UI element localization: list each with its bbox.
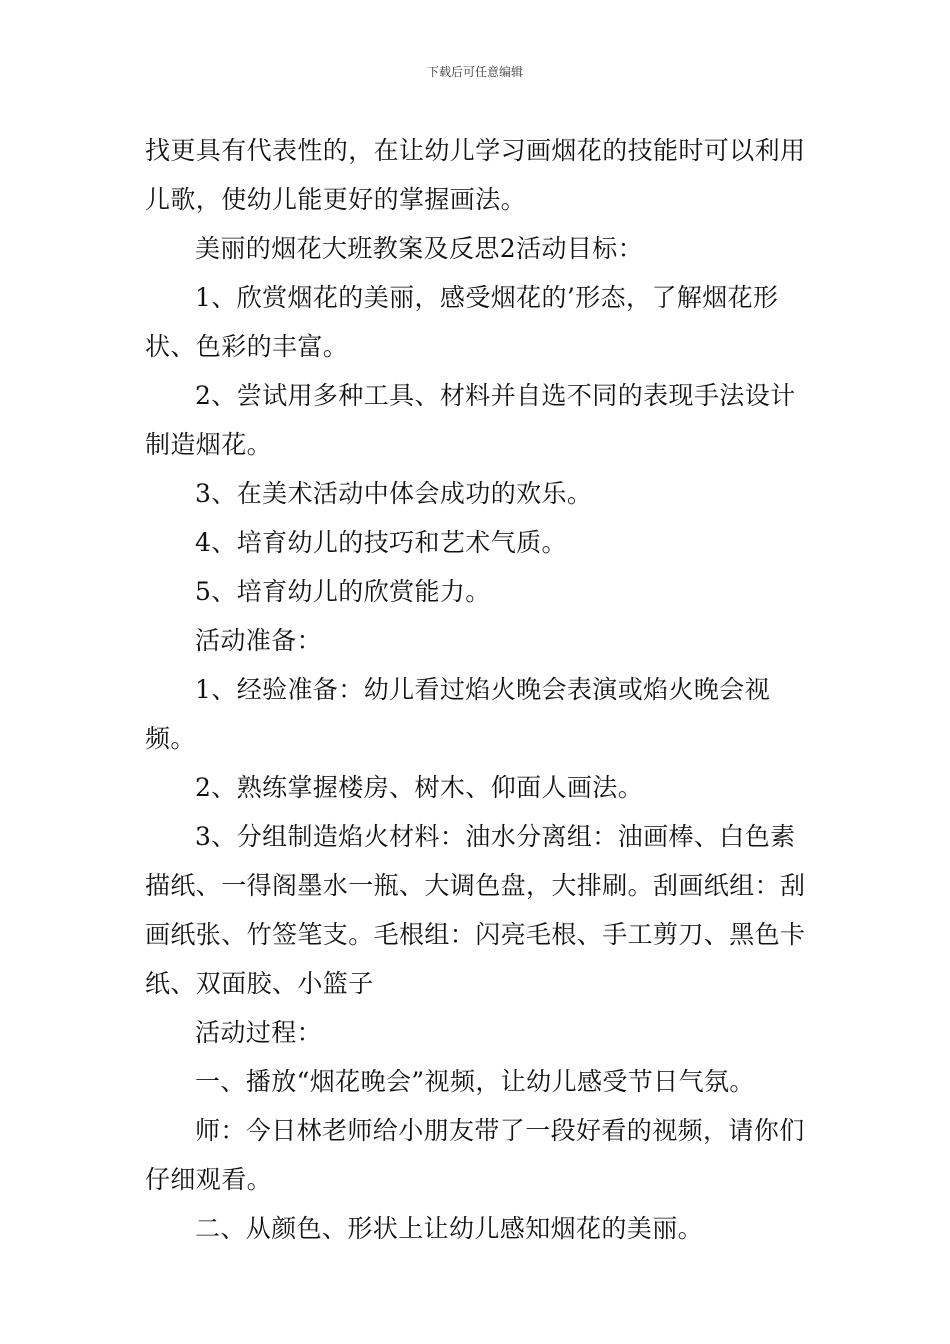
paragraph-8: 活动准备： — [195, 626, 323, 655]
paragraph-5: 3、在美术活动中体会成功的欢乐。 — [195, 479, 593, 508]
paragraph-15: 二、从颜色、形状上让幼儿感知烟花的美丽。 — [195, 1214, 704, 1243]
page-header-note: 下载后可任意编辑 — [426, 65, 523, 79]
paragraph-4: 2、尝试用多种工具、材料并自选不同的表现手法设计制造烟花。 — [145, 381, 796, 459]
document-body — [145, 126, 810, 1253]
paragraph-11: 3、分组制造焰火材料：油水分离组：油画棒、白色素描纸、一得阁墨水一瓶、大调色盘，大排刷。刮画纸组：刮画纸张、竹签笔支。毛根组：闪亮毛根、手工剪刀、黑色卡纸、双面胶、小篮子 — [145, 822, 806, 998]
paragraph-9: 1、经验准备：幼儿看过焰火晚会表演或焰火晚会视频。 — [145, 675, 771, 753]
paragraph-3: 1、欣赏烟花的美丽，感受烟花的’形态，了解烟花形状、色彩的丰富。 — [145, 283, 779, 361]
paragraph-13: 一、播放“烟花晚会”视频，让幼儿感受节日气氛。 — [195, 1067, 755, 1096]
paragraph-7: 5、培育幼儿的欣赏能力。 — [195, 577, 491, 606]
paragraph-2: 美丽的烟花大班教案及反思2活动目标： — [195, 234, 644, 263]
paragraph-6: 4、培育幼儿的技巧和艺术气质。 — [195, 528, 567, 557]
paragraph-10: 2、熟练掌握楼房、树木、仰面人画法。 — [195, 773, 644, 802]
paragraph-12: 活动过程： — [195, 1018, 323, 1047]
paragraph-1: 找更具有代表性的，在让幼儿学习画烟花的技能时可以利用儿歌，使幼儿能更好的掌握画法。 — [145, 136, 806, 214]
paragraph-14: 师：今日林老师给小朋友带了一段好看的视频，请你们仔细观看。 — [145, 1116, 805, 1194]
